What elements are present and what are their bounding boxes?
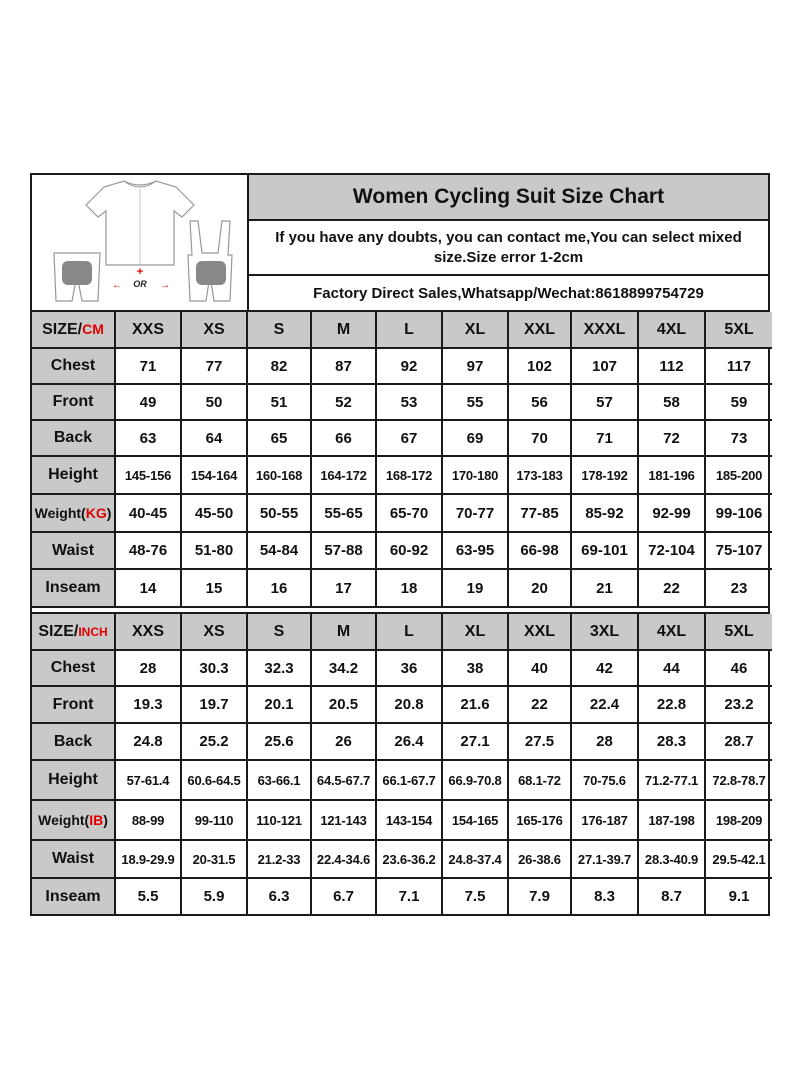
value-cell: 70-75.6 (571, 760, 638, 800)
value-cell: 16 (247, 569, 311, 606)
value-cell: 18 (376, 569, 442, 606)
value-cell: 27.5 (508, 723, 571, 760)
size-cell: XXL (508, 614, 571, 650)
value-cell: 28 (571, 723, 638, 760)
svg-text:→: → (160, 280, 170, 291)
value-cell: 51 (247, 384, 311, 420)
table-row (32, 800, 772, 840)
cm-table (32, 312, 772, 606)
value-cell: 73 (705, 420, 772, 456)
value-cell: 21 (571, 569, 638, 606)
value-cell: 66.1-67.7 (376, 760, 442, 800)
or-logo-text: OR (133, 279, 147, 289)
value-cell: 52 (311, 384, 376, 420)
value-cell: 57-88 (311, 532, 376, 569)
contact-info: Factory Direct Sales,Whatsapp/Wechat:8618899754729 (313, 284, 704, 302)
value-cell: 20-31.5 (181, 840, 247, 878)
value-cell: 67 (376, 420, 442, 456)
cm-size-label: SIZE/CM (32, 312, 115, 348)
value-cell: 154-164 (181, 456, 247, 494)
value-cell: 8.3 (571, 878, 638, 914)
value-cell: 60-92 (376, 532, 442, 569)
size-chart (30, 173, 770, 916)
table-row (32, 686, 772, 723)
value-cell: 102 (508, 348, 571, 384)
size-cell: L (376, 312, 442, 348)
value-cell: 19.3 (115, 686, 181, 723)
value-cell: 32.3 (247, 650, 311, 686)
size-cell: M (311, 614, 376, 650)
value-cell: 92-99 (638, 494, 705, 532)
value-cell: 168-172 (376, 456, 442, 494)
value-cell: 19 (442, 569, 508, 606)
value-cell: 63-95 (442, 532, 508, 569)
value-cell: 7.9 (508, 878, 571, 914)
value-cell: 165-176 (508, 800, 571, 840)
value-cell: 170-180 (442, 456, 508, 494)
value-cell: 20.1 (247, 686, 311, 723)
cm-size-row (32, 312, 772, 348)
size-cell: XXXL (571, 312, 638, 348)
row-label: Inseam (32, 569, 115, 606)
cycling-suit-illustration (32, 175, 247, 310)
value-cell: 99-110 (181, 800, 247, 840)
value-cell: 26.4 (376, 723, 442, 760)
value-cell: 164-172 (311, 456, 376, 494)
value-cell: 42 (571, 650, 638, 686)
value-cell: 29.5-42.1 (705, 840, 772, 878)
size-cell: XL (442, 614, 508, 650)
table-row (32, 494, 772, 532)
value-cell: 69 (442, 420, 508, 456)
table-row (32, 456, 772, 494)
value-cell: 45-50 (181, 494, 247, 532)
value-cell: 117 (705, 348, 772, 384)
value-cell: 19.7 (181, 686, 247, 723)
chart-title: Women Cycling Suit Size Chart (249, 175, 768, 221)
size-cell: S (247, 312, 311, 348)
size-cell: 5XL (705, 614, 772, 650)
size-cell: XS (181, 614, 247, 650)
value-cell: 72-104 (638, 532, 705, 569)
table-separator (32, 606, 768, 614)
value-cell: 25.2 (181, 723, 247, 760)
value-cell: 20.5 (311, 686, 376, 723)
value-cell: 49 (115, 384, 181, 420)
value-cell: 92 (376, 348, 442, 384)
value-cell: 88-99 (115, 800, 181, 840)
value-cell: 176-187 (571, 800, 638, 840)
value-cell: 72 (638, 420, 705, 456)
product-illustration (32, 175, 249, 310)
value-cell: 24.8-37.4 (442, 840, 508, 878)
value-cell: 57-61.4 (115, 760, 181, 800)
value-cell: 110-121 (247, 800, 311, 840)
value-cell: 185-200 (705, 456, 772, 494)
value-cell: 48-76 (115, 532, 181, 569)
value-cell: 121-143 (311, 800, 376, 840)
value-cell: 17 (311, 569, 376, 606)
svg-text:←: ← (112, 280, 122, 291)
value-cell: 14 (115, 569, 181, 606)
value-cell: 36 (376, 650, 442, 686)
value-cell: 23.6-36.2 (376, 840, 442, 878)
table-row (32, 650, 772, 686)
value-cell: 8.7 (638, 878, 705, 914)
value-cell: 5.5 (115, 878, 181, 914)
value-cell: 22 (638, 569, 705, 606)
table-row (32, 878, 772, 914)
value-cell: 66 (311, 420, 376, 456)
value-cell: 69-101 (571, 532, 638, 569)
value-cell: 51-80 (181, 532, 247, 569)
row-label: Chest (32, 348, 115, 384)
value-cell: 22.8 (638, 686, 705, 723)
size-cell: XS (181, 312, 247, 348)
value-cell: 85-92 (571, 494, 638, 532)
value-cell: 60.6-64.5 (181, 760, 247, 800)
value-cell: 21.6 (442, 686, 508, 723)
value-cell: 99-106 (705, 494, 772, 532)
value-cell: 55 (442, 384, 508, 420)
value-cell: 34.2 (311, 650, 376, 686)
size-cell: XXS (115, 614, 181, 650)
value-cell: 40-45 (115, 494, 181, 532)
value-cell: 28.7 (705, 723, 772, 760)
value-cell: 7.5 (442, 878, 508, 914)
value-cell: 27.1-39.7 (571, 840, 638, 878)
row-label: Height (32, 456, 115, 494)
row-label: Inseam (32, 878, 115, 914)
row-label: Waist (32, 532, 115, 569)
size-note: If you have any doubts, you can contact me,You can select mixed size.Size error 1-2cm (249, 221, 768, 276)
value-cell: 65-70 (376, 494, 442, 532)
value-cell: 63 (115, 420, 181, 456)
value-cell: 55-65 (311, 494, 376, 532)
value-cell: 63-66.1 (247, 760, 311, 800)
value-cell: 143-154 (376, 800, 442, 840)
inch-size-row (32, 614, 772, 650)
value-cell: 72.8-78.7 (705, 760, 772, 800)
row-label: Weight(KG) (32, 494, 115, 532)
value-cell: 26-38.6 (508, 840, 571, 878)
size-cell: S (247, 614, 311, 650)
value-cell: 70 (508, 420, 571, 456)
value-cell: 50-55 (247, 494, 311, 532)
value-cell: 6.3 (247, 878, 311, 914)
value-cell: 154-165 (442, 800, 508, 840)
size-cell: XL (442, 312, 508, 348)
value-cell: 56 (508, 384, 571, 420)
value-cell: 38 (442, 650, 508, 686)
size-cell: 3XL (571, 614, 638, 650)
value-cell: 28.3 (638, 723, 705, 760)
row-label: Waist (32, 840, 115, 878)
value-cell: 6.7 (311, 878, 376, 914)
value-cell: 5.9 (181, 878, 247, 914)
value-cell: 66-98 (508, 532, 571, 569)
value-cell: 178-192 (571, 456, 638, 494)
value-cell: 87 (311, 348, 376, 384)
value-cell: 18.9-29.9 (115, 840, 181, 878)
value-cell: 68.1-72 (508, 760, 571, 800)
table-row (32, 384, 772, 420)
value-cell: 198-209 (705, 800, 772, 840)
table-row (32, 569, 772, 606)
inch-size-label: SIZE/INCH (32, 614, 115, 650)
size-cell: XXS (115, 312, 181, 348)
value-cell: 27.1 (442, 723, 508, 760)
value-cell: 22 (508, 686, 571, 723)
inch-table (32, 614, 772, 914)
value-cell: 15 (181, 569, 247, 606)
value-cell: 44 (638, 650, 705, 686)
value-cell: 30.3 (181, 650, 247, 686)
value-cell: 82 (247, 348, 311, 384)
value-cell: 107 (571, 348, 638, 384)
value-cell: 64.5-67.7 (311, 760, 376, 800)
value-cell: 20 (508, 569, 571, 606)
value-cell: 26 (311, 723, 376, 760)
table-row (32, 840, 772, 878)
table-row (32, 420, 772, 456)
table-row (32, 760, 772, 800)
value-cell: 181-196 (638, 456, 705, 494)
value-cell: 23.2 (705, 686, 772, 723)
value-cell: 187-198 (638, 800, 705, 840)
value-cell: 20.8 (376, 686, 442, 723)
value-cell: 25.6 (247, 723, 311, 760)
value-cell: 53 (376, 384, 442, 420)
value-cell: 22.4 (571, 686, 638, 723)
value-cell: 54-84 (247, 532, 311, 569)
size-cell: XXL (508, 312, 571, 348)
value-cell: 77 (181, 348, 247, 384)
row-label: Chest (32, 650, 115, 686)
value-cell: 7.1 (376, 878, 442, 914)
value-cell: 173-183 (508, 456, 571, 494)
value-cell: 28 (115, 650, 181, 686)
size-cell: 5XL (705, 312, 772, 348)
value-cell: 50 (181, 384, 247, 420)
value-cell: 9.1 (705, 878, 772, 914)
value-cell: 57 (571, 384, 638, 420)
header-text (249, 175, 768, 310)
size-cell: 4XL (638, 614, 705, 650)
row-label: Height (32, 760, 115, 800)
value-cell: 40 (508, 650, 571, 686)
size-cell: 4XL (638, 312, 705, 348)
row-label: Weight(IB) (32, 800, 115, 840)
value-cell: 28.3-40.9 (638, 840, 705, 878)
svg-text:+: + (136, 266, 144, 278)
value-cell: 77-85 (508, 494, 571, 532)
value-cell: 46 (705, 650, 772, 686)
table-row (32, 723, 772, 760)
value-cell: 58 (638, 384, 705, 420)
value-cell: 71.2-77.1 (638, 760, 705, 800)
row-label: Back (32, 723, 115, 760)
value-cell: 71 (115, 348, 181, 384)
row-label: Back (32, 420, 115, 456)
chart-header (32, 175, 768, 312)
row-label: Front (32, 384, 115, 420)
value-cell: 24.8 (115, 723, 181, 760)
value-cell: 65 (247, 420, 311, 456)
value-cell: 70-77 (442, 494, 508, 532)
value-cell: 21.2-33 (247, 840, 311, 878)
value-cell: 59 (705, 384, 772, 420)
size-cell: M (311, 312, 376, 348)
value-cell: 23 (705, 569, 772, 606)
value-cell: 112 (638, 348, 705, 384)
value-cell: 64 (181, 420, 247, 456)
table-row (32, 348, 772, 384)
value-cell: 66.9-70.8 (442, 760, 508, 800)
value-cell: 145-156 (115, 456, 181, 494)
value-cell: 75-107 (705, 532, 772, 569)
value-cell: 22.4-34.6 (311, 840, 376, 878)
table-row (32, 532, 772, 569)
row-label: Front (32, 686, 115, 723)
value-cell: 160-168 (247, 456, 311, 494)
size-cell: L (376, 614, 442, 650)
value-cell: 71 (571, 420, 638, 456)
value-cell: 97 (442, 348, 508, 384)
